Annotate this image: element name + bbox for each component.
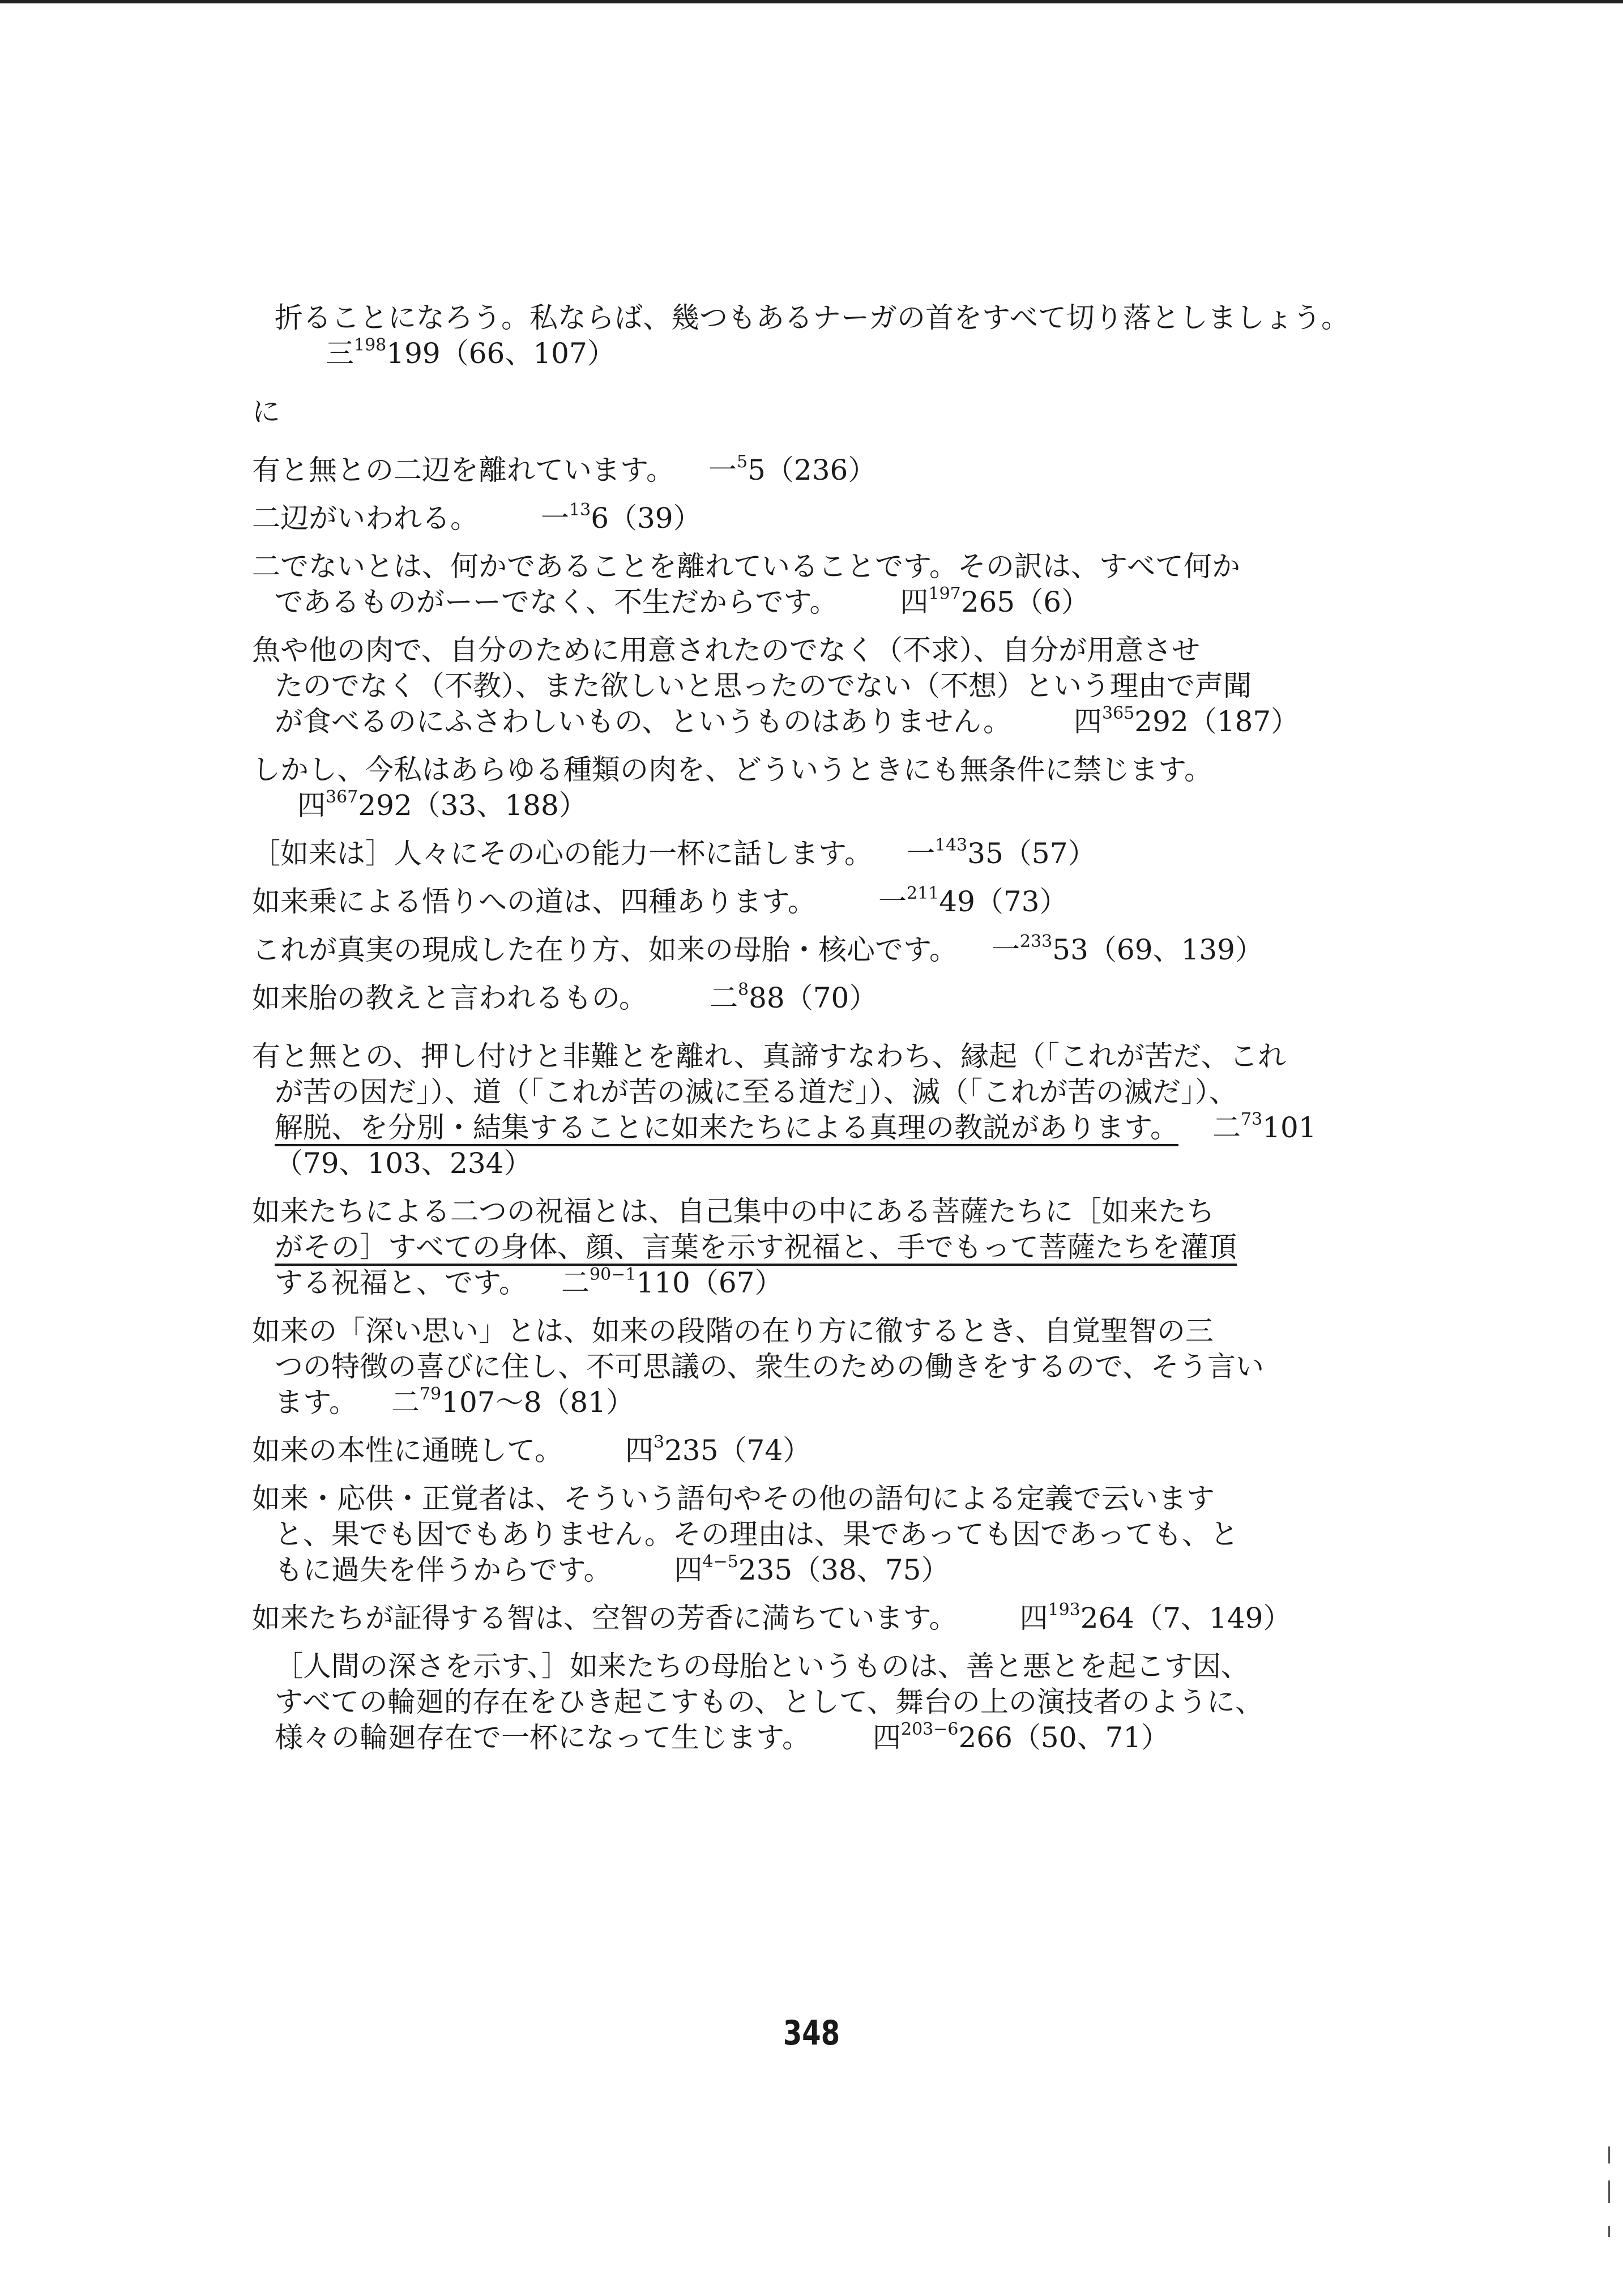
- entry-line: たのでなく（不教）、また欲しいと思ったのでない（不想）という理由で声聞: [275, 669, 1252, 702]
- ref-paren: （7、149）: [1134, 1602, 1292, 1634]
- section-heading: [252, 394, 1385, 430]
- entry-reference: [992, 933, 1263, 966]
- ref-superscript: 203−6: [901, 1719, 959, 1739]
- ref-volume: 三: [326, 337, 354, 370]
- entry-botai: [252, 1649, 1385, 1756]
- ref-page: 53: [1052, 933, 1088, 966]
- entry-honshou: [252, 1433, 1385, 1469]
- ref-superscript: 5: [737, 452, 748, 472]
- entry-reference: [391, 1386, 634, 1419]
- ref-volume: 一: [907, 837, 935, 870]
- ref-volume: 四: [1019, 1602, 1048, 1634]
- entry-line: 折ることになろう。私ならば、幾つもあるナーガの首をすべて切り落としましょう。: [275, 301, 1349, 334]
- scan-top-edge: [0, 0, 1623, 3]
- ref-superscript: 193: [1048, 1600, 1080, 1620]
- ref-superscript: 8: [738, 980, 749, 1000]
- ref-paren: （187）: [1188, 705, 1300, 738]
- heading-kana: に: [252, 395, 280, 428]
- entry-reference: [878, 885, 1068, 918]
- ref-paren: （73）: [975, 885, 1068, 918]
- ref-superscript: 211: [907, 884, 939, 903]
- ref-volume: 二: [561, 1266, 590, 1299]
- ref-paren: （50、71）: [1012, 1721, 1170, 1754]
- ref-page: 107〜8: [441, 1386, 542, 1419]
- entry-ni-denai: [252, 549, 1385, 620]
- ref-page: 35: [967, 837, 1003, 870]
- entry-line: と、果でも因でもありません。その理由は、果であっても因であっても、と: [275, 1518, 1238, 1551]
- ref-volume: 二: [391, 1386, 420, 1419]
- ref-paren: （6）: [1015, 586, 1090, 618]
- entry-shukufuku: [252, 1194, 1385, 1301]
- entry-line: もに過失を伴うからです。: [275, 1554, 612, 1586]
- ref-paren: （67）: [690, 1266, 783, 1299]
- entry-line: ［人間の深さを示す、］如来たちの母胎というものは、善と悪とを起こす因、: [275, 1650, 1249, 1683]
- entry-reference: [674, 1554, 950, 1586]
- entry-reference: [1074, 705, 1299, 738]
- entry-line: 二でないとは、何かであることを離れていることです。その訳は、すべて何か: [252, 550, 1240, 583]
- ref-superscript: 4−5: [702, 1552, 738, 1572]
- entry-nihen-hanarete: [252, 453, 1385, 488]
- entry-line: が食べるのにふさわしいもの、というものはありません。: [275, 705, 1011, 738]
- ref-superscript: 79: [420, 1384, 442, 1404]
- ref-paren: （39）: [609, 502, 702, 535]
- entry-line: 様々の輪廻存在で一杯になって生じます。: [275, 1721, 810, 1754]
- ref-superscript: 365: [1102, 703, 1135, 723]
- entry-line: ます。: [275, 1386, 357, 1419]
- ref-volume: 四: [297, 789, 326, 822]
- ref-superscript: 90−1: [590, 1265, 637, 1284]
- ref-page: 292: [358, 789, 412, 822]
- entry-sakana: [252, 633, 1385, 740]
- ref-page: 235: [738, 1554, 793, 1586]
- entry-orukoto: [252, 300, 1385, 372]
- ref-paren: （69、139）: [1088, 933, 1263, 966]
- entry-reference: [1020, 1602, 1292, 1634]
- entry-line: これが真実の現成した在り方、如来の母胎・核心です。: [252, 933, 958, 966]
- entry-reference: [625, 1434, 811, 1467]
- entry-line: 魚や他の肉で、自分のために用意されたのでなく（不求）、自分が用意させ: [252, 634, 1200, 667]
- ref-paren: （33、188）: [412, 789, 587, 822]
- scan-mark: [1608, 2180, 1610, 2203]
- ref-paren: （79、103、234）: [275, 1147, 532, 1180]
- ref-volume: 一: [708, 454, 737, 486]
- ref-volume: 四: [873, 1721, 901, 1754]
- ref-paren: （38、75）: [792, 1554, 950, 1586]
- ref-paren: （74）: [718, 1434, 812, 1467]
- page-number: 348: [783, 2013, 840, 2053]
- ref-superscript: 3: [654, 1432, 665, 1452]
- entry-line: 如来の本性に通暁して。: [252, 1434, 563, 1467]
- ref-superscript: 233: [1020, 932, 1053, 951]
- entry-line: 有と無との二辺を離れています。: [252, 454, 674, 486]
- ref-volume: 四: [900, 586, 929, 618]
- ref-superscript: 143: [935, 835, 968, 855]
- entry-nihen-iwareru: [252, 501, 1385, 536]
- ref-superscript: 73: [1241, 1109, 1263, 1129]
- entry-line: 如来乗による悟りへの道は、四種あります。: [252, 885, 816, 918]
- entry-reference: [541, 502, 702, 535]
- ref-paren: （66、107）: [440, 337, 616, 370]
- entry-reference: [900, 586, 1090, 618]
- ref-superscript: 198: [354, 335, 387, 355]
- entry-line: ［如来は］人々にその心の能力一杯に話します。: [252, 837, 873, 870]
- entry-u-to-mu: [252, 1039, 1385, 1181]
- ref-paren: （236）: [765, 454, 877, 486]
- ref-page: 264: [1080, 1602, 1135, 1634]
- entry-reference: [708, 454, 876, 486]
- entry-line: 解脱、を分別・結集することに如来たちによる真理の教説があります。: [275, 1111, 1178, 1146]
- ref-page: 265: [960, 586, 1015, 618]
- ref-page: 199: [386, 337, 441, 370]
- ref-volume: 一: [541, 502, 569, 535]
- entry-reference: [252, 336, 1385, 372]
- entry-reference: [710, 981, 877, 1014]
- entry-line: がその］すべての身体、顔、言葉を示す祝福と、手でもって菩薩たちを灌頂: [275, 1231, 1237, 1266]
- ref-page: 49: [939, 885, 975, 918]
- ref-page: 235: [664, 1434, 719, 1467]
- entry-reference: [907, 837, 1096, 870]
- entry-ougu: [252, 1481, 1385, 1588]
- ref-superscript: 13: [569, 500, 591, 520]
- scan-mark: [1608, 2146, 1610, 2163]
- entry-line: 有と無との、押し付けと非難とを離れ、真諦すなわち、縁起（「これが苦だ、これ: [252, 1040, 1286, 1073]
- entry-shikashi: [252, 752, 1385, 823]
- ref-page: 5: [748, 454, 766, 486]
- entry-nyorai-wa: [252, 836, 1385, 872]
- ref-superscript: 367: [326, 787, 358, 807]
- entry-reference: [252, 788, 1385, 823]
- ref-paren: （81）: [541, 1386, 635, 1419]
- ref-page: 6: [591, 502, 609, 535]
- entry-line: 二辺がいわれる。: [252, 502, 479, 535]
- entry-line: 如来胎の教えと言われるもの。: [252, 981, 647, 1014]
- entry-reference: [1212, 1111, 1317, 1144]
- entry-shoutoku: [252, 1601, 1385, 1636]
- entry-line: が苦の因だ」）、道（「これが苦の滅に至る道だ」）、滅（「これが苦の滅だ」）、: [275, 1076, 1237, 1108]
- entry-line: つの特徴の喜びに住し、不可思議の、衆生のための働きをするので、そう言い: [275, 1350, 1264, 1383]
- ref-volume: 四: [625, 1434, 654, 1467]
- ref-page: 101: [1262, 1111, 1317, 1144]
- scan-mark: [1608, 2226, 1610, 2237]
- entry-line: する祝福と、です。: [275, 1266, 527, 1299]
- ref-page: 110: [636, 1266, 690, 1299]
- ref-volume: 四: [1074, 705, 1102, 738]
- ref-volume: 一: [878, 885, 907, 918]
- entry-line: すべての輪廻的存在をひき起こすもの、として、舞台の上の演技者のように、: [275, 1685, 1263, 1718]
- entry-line: しかし、今私はあらゆる種類の肉を、どういうときにも無条件に禁じます。: [252, 753, 1212, 786]
- entry-line: であるものがーーでなく、不生だからです。: [275, 586, 838, 618]
- entry-fukai-omoi: [252, 1313, 1385, 1420]
- entry-reference: [561, 1266, 783, 1299]
- entry-shinjitsu: [252, 932, 1385, 968]
- ref-volume: 一: [992, 933, 1020, 966]
- ref-paren: （57）: [1003, 837, 1096, 870]
- entry-reference: [873, 1721, 1169, 1754]
- ref-page: 266: [958, 1721, 1013, 1754]
- ref-paren: （70）: [784, 981, 878, 1014]
- ref-page: 88: [749, 981, 785, 1014]
- ref-volume: 二: [710, 981, 738, 1014]
- entry-line: 如来・応供・正覚者は、そういう語句やその他の語句による定義で云います: [252, 1482, 1215, 1515]
- ref-page: 292: [1134, 705, 1189, 738]
- entry-line: 如来たちが証得する智は、空智の芳香に満ちています。: [252, 1602, 958, 1634]
- entry-line: 如来たちによる二つの祝福とは、自己集中の中にある菩薩たちに［如来たち: [252, 1195, 1215, 1228]
- entry-nyoraitai: [252, 980, 1385, 1016]
- ref-volume: 二: [1212, 1111, 1241, 1144]
- entry-nyoraijou: [252, 884, 1385, 920]
- ref-superscript: 197: [928, 584, 961, 604]
- ref-volume: 四: [674, 1554, 703, 1586]
- entry-line: 如来の「深い思い」とは、如来の段階の在り方に徹するとき、自覚聖智の三: [252, 1315, 1214, 1347]
- document-body: [252, 300, 1385, 1768]
